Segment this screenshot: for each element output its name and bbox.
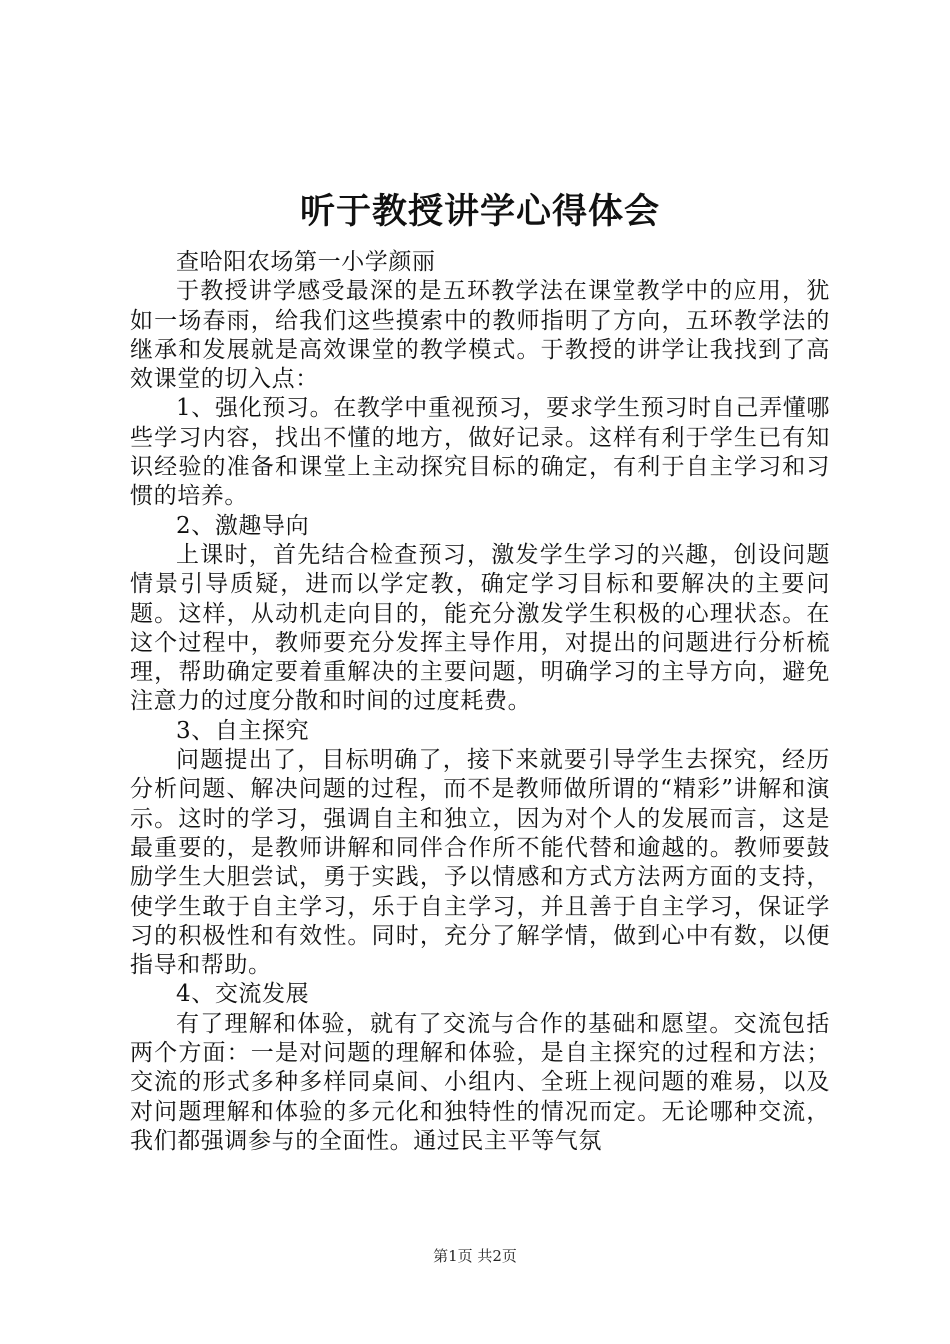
point-4-heading: 4、交流发展 (176, 981, 310, 1008)
point-3-heading: 3、自主探究 (176, 717, 310, 744)
point-2-paragraph: 上课时，首先结合检查预习，激发学生学习的兴趣，创设问题情景引导质疑，进而以学定教，确定学习目标和要解决的主要问题。这样，从动机走向目的，能充分激发学生积极的心理状态。在这个过程中，教师要充分发挥主导作用，对提出的问题进行分析梳理，帮助确定要着重解决的主要问题，明确学习的主导方向，避免注意力的过度分散和时间的过度耗费。 (130, 541, 830, 715)
document-page (130, 188, 830, 1156)
intro-paragraph: 于教授讲学感受最深的是五环教学法在课堂教学中的应用，犹如一场春雨，给我们这些摸索中的教师指明了方向，五环教学法的继承和发展就是高效课堂的教学模式。于教授的讲学让我找到了高效课堂的切入点： (130, 278, 830, 393)
point-2-heading: 2、激趣导向 (176, 512, 310, 539)
author-line: 查哈阳农场第一小学颜丽 (176, 249, 436, 275)
point-4-paragraph: 有了理解和体验，就有了交流与合作的基础和愿望。交流包括两个方面：一是对问题的理解和体验，是自主探究的过程和方法；交流的形式多种多样同桌间、小组内、全班上视问题的难易，以及对问题理解和体验的多元化和独特性的情况而定。无论哪种交流，我们都强调参与的全面性。通过民主平等气氛 (130, 1010, 830, 1154)
document-title: 听于教授讲学心得体会 (299, 191, 660, 232)
point-1-paragraph: 1、强化预习。在教学中重视预习，要求学生预习时自己弄懂哪些学习内容，找出不懂的地方，做好记录。这样有利于学生已有知识经验的准备和课堂上主动探究目标的确定，有利于自主学习和习惯的培养。 (130, 395, 830, 510)
point-3-paragraph: 问题提出了，目标明确了，接下来就要引导学生去探究，经历分析问题、解决问题的过程，而不是教师做所谓的“精彩”讲解和演示。这时的学习，强调自主和独立，因为对个人的发展而言，这是最重要的，是教师讲解和同伴合作所不能代替和逾越的。教师要鼓励学生大胆尝试，勇于实践，予以情感和方式方法两方面的支持，使学生敢于自主学习，乐于自主学习，并且善于自主学习，保证学习的积极性和有效性。同时，充分了解学情，做到心中有数，以便指导和帮助。 (130, 747, 830, 979)
page-number-footer: 第1页 共2页 (433, 1247, 517, 1265)
